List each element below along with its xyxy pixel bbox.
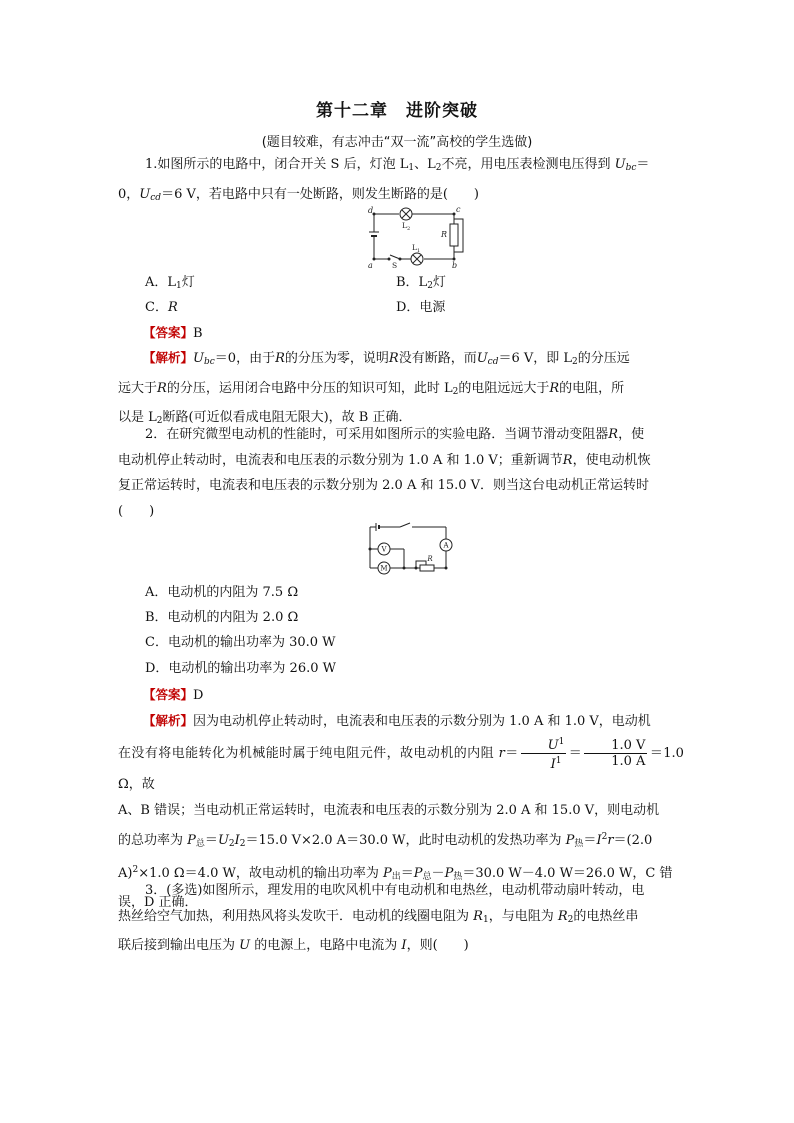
switch-s-icon <box>390 255 400 259</box>
switch-icon <box>400 523 410 527</box>
svg-text:A: A <box>443 541 449 550</box>
svg-text:S: S <box>392 261 398 270</box>
svg-text:L: L <box>412 243 417 252</box>
q2-analysis: 【解析】因为电动机停止转动时，电流表和电压表的示数分别为 1.0 A 和 1.0 V，电动机 在没有将电能转化为机械能时属于纯电阻元件，故电动机的内阻 r＝ $\frac{U^1}{I^1}$ ＝ $\frac{1.0 V}{1.0 A}$ ＝1.0 Ω，故 A、B 错误；当电动机正常运转时，电流表和电压表的示数分别为 2.0 A 和 15.0 V，则电动机 的总功率为 $P_总=U_2I_2=15.0$ V×2.0 A＝30.0 W，此时电动机的发热功率为 $P_热=I^2r=(2.0$ A)$^2$×1.0 Ω＝4.0 W，故电动机的输出功率为 $P_出=P_总-P_热=30.0$ W－4.0 W＝26.0 W，C 错 误，D 正确． <box>118 713 684 910</box>
q2-option-a[interactable]: A．电动机的内阻为 7.5 Ω <box>145 585 299 600</box>
q1-stem: 1.如图所示的电路中，闭合开关 S 后，灯泡 $L_1$、$L_2$不亮，用电压表检测电压得到 $U_{bc}=$ 0，$U_{cd}=6$ V，若电路中只有一处断路，则发生断路的是( ) <box>118 157 650 203</box>
q2-stem: 2．在研究微型电动机的性能时，可采用如图所示的实验电路．当调节滑动变阻器R，使 电动机停止转动时，电流表和电压表的示数分别为 1.0 A 和 1.0 V；重新调节R，使电动机恢 复正常运转时，电流表和电压表的示数分别为 2.0 A 和 15.0 V．则当这台电动机正常运转时 ( ) <box>118 427 651 519</box>
q3-stem: 3．(多选)如图所示，理发用的电吹风机中有电动机和电热丝，电动机带动扇叶转动，电 热丝给空气加热，利用热风将头发吹干．电动机的线圈电阻为 $R_1$，与电阻为 $R_2$的电热丝串 联后接到输出电压为 U 的电源上，电路中电流为 I，则( ) <box>118 883 645 953</box>
svg-text:R: R <box>441 230 448 239</box>
svg-text:V: V <box>381 545 387 554</box>
svg-text:R: R <box>427 555 433 563</box>
q2-answer: 【答案】D <box>143 687 204 703</box>
q1-answer: 【答案】B <box>143 325 203 341</box>
svg-text:a: a <box>368 261 373 270</box>
q1-option-b[interactable]: B．$L_2$灯 <box>396 275 446 291</box>
svg-text:L: L <box>402 221 407 230</box>
q1-option-d[interactable]: D．电源 <box>396 300 446 315</box>
q1-option-a[interactable]: A．$L_1$灯 <box>145 275 195 291</box>
svg-text:d: d <box>368 206 374 215</box>
resistor-r-icon <box>450 224 458 246</box>
svg-text:M: M <box>380 564 388 573</box>
q1-analysis: 【解析】$U_{bc}=0$，由于R的分压为零，说明R没有断路，而$U_{cd}=6$ V，即 $L_2$的分压远 远大于R的分压，运用闭合电路中分压的知识可知，此时 $L_2$的电阻远远大于R的电阻，所 以是 $L_2$断路(可近似看成电阻无限大)，故 B 正确． <box>118 350 630 426</box>
q2-option-d[interactable]: D．电动机的输出功率为 26.0 W <box>145 661 336 676</box>
page-title: 第十二章 进阶突破 <box>316 101 478 121</box>
svg-text:2: 2 <box>407 226 411 232</box>
q2-option-b[interactable]: B．电动机的内阻为 2.0 Ω <box>145 610 299 625</box>
svg-text:c: c <box>456 205 461 214</box>
svg-text:b: b <box>452 261 458 270</box>
svg-text:1: 1 <box>417 248 421 254</box>
q2-circuit-figure <box>366 521 462 577</box>
rheostat-icon <box>420 565 434 571</box>
q1-circuit-figure <box>360 204 470 270</box>
q2-option-c[interactable]: C．电动机的输出功率为 30.0 W <box>145 635 336 650</box>
q1-option-c[interactable]: C．R <box>145 300 178 315</box>
page-subtitle: (题目较难，有志冲击“双一流”高校的学生选做) <box>261 135 533 150</box>
